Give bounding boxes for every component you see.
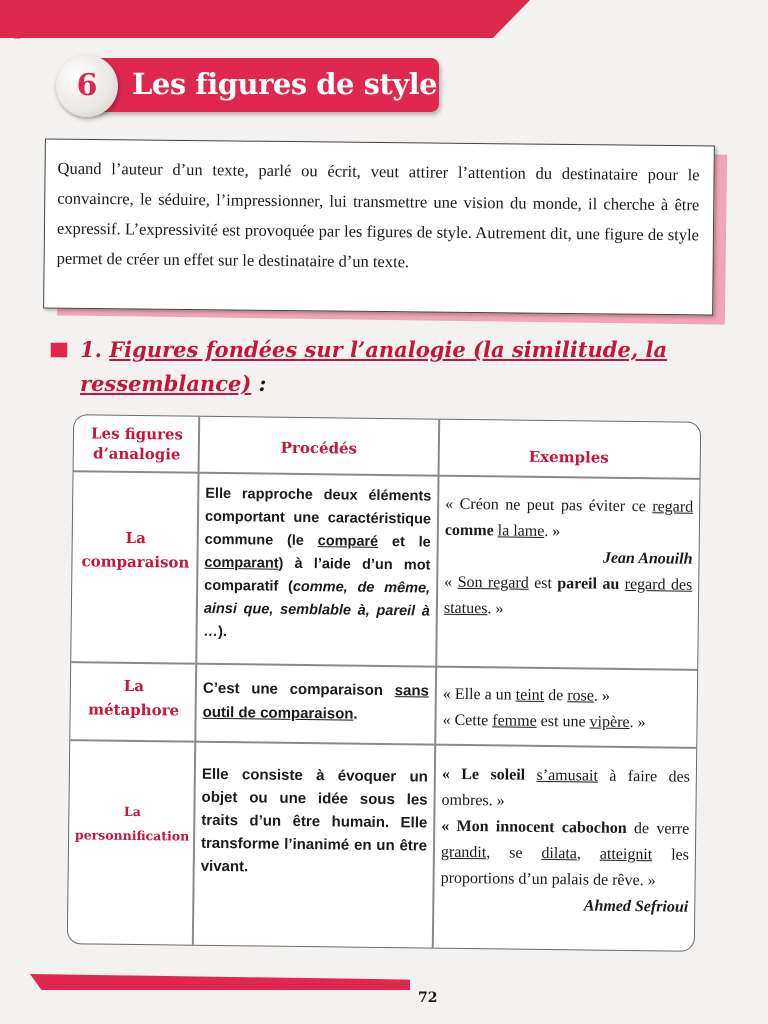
section-heading-colon: : [251,371,267,396]
exemple-subject: « Le soleil [441,765,526,784]
procede-text: ) à l’aide d’un mot comparatif ( [204,555,431,595]
table-row-divider [70,739,696,748]
procede-text: ). [218,623,228,641]
exemple-1 [443,682,691,711]
analogy-table [67,414,701,952]
exemple-compare: femme [492,712,537,730]
procede-keyword: comparé [317,533,379,550]
procede-metaphore [202,677,429,728]
corner-arrow-icon: ↘ [4,17,25,45]
exemple-verb: grandit [440,843,487,862]
exemple-verb: dilata [541,844,578,863]
exemple-outil: comme [444,521,494,540]
exemple-comparant: regard des statues [443,575,693,618]
table-row-divider [74,470,700,479]
exemple-compare: regard [652,498,694,516]
exemple-text: « Elle a un [442,685,516,704]
exemple-personnification [440,762,690,921]
exemple-compare: teint [515,686,545,704]
exemple-comparaison [444,492,694,625]
row-name-metaphore: La métaphore [88,676,180,720]
exemple-verb: atteignit [599,845,653,864]
procede-text: C’est une comparaison [202,679,395,700]
exemple-text: , se [486,844,542,862]
page-number: 72 [418,990,438,1006]
row-name-comparaison: La comparaison [81,528,190,572]
exemple-metaphore [442,682,691,737]
section-heading [80,333,680,401]
exemple-2 [444,570,693,625]
procede-comparaison [203,483,431,647]
exemple-text: . » [629,714,646,732]
exemple-text: de verre [626,819,690,838]
exemple-text: « Cette [442,711,493,730]
procede-text: Elle rapproche deux éléments comportant une caractéristique commune (le [204,485,432,550]
exemple-text: est [528,574,558,593]
exemple-text: . » [593,687,611,705]
header-procedes: Procédés [280,438,358,458]
chapter-title: Les figures de style [132,67,438,101]
exemple-compare: Son regard [457,573,529,592]
exemple-comparant: la lame [497,522,545,540]
header-figures: Les figures d’analogie [90,424,184,464]
exemple-text: « [444,573,458,591]
intro-text: Quand l’auteur d’un texte, parlé ou écrit, veut attirer l’attention du destinataire pour le convaincre, le séduire, l’impressionner, lui transmettre une vision du monde, il cherche à être expressif. L’expressivité est provoquée par les figures de style. Autrement dit, une figure de style permet de créer un effet sur le destinataire d’un texte. [56,158,700,272]
procede-keyword: comparant [204,554,279,572]
intro-box [43,138,715,315]
exemple-text: « Créon ne peut pas éviter ce [445,495,653,516]
author-anouilh: Jean Anouilh [602,549,693,568]
header-exemples: Exemples [528,447,609,467]
section-bullet-icon [50,342,68,358]
table-row-divider [71,661,697,670]
procede-keyword: sans outil de comparaison [202,682,430,723]
section-heading-text: Figures fondées sur l’analogie (la similitude, la ressemblance) [80,337,668,396]
procede-comparative-words: comme, de même, ainsi que, semblable à, pareil à … [203,578,431,640]
bottom-decorative-band [30,974,410,990]
row-name-personnification: La personnification [74,803,190,844]
exemple-text: à faire des ombres. » [441,767,691,810]
exemple-text [525,767,537,784]
procede-text: et le [378,533,431,551]
exemple-2 [440,814,689,895]
section-number: 1. [80,337,102,362]
procede-text: . [353,705,358,723]
exemple-text: , [576,845,600,863]
exemple-text: de [544,686,568,705]
author-sefrioui: Ahmed Sefrioui [583,897,689,916]
procede-personnification: Elle consiste à évoquer un objet ou une idée sous les traits d’un être humain. Elle transforme l’inanimé en un être vivant. [200,765,428,876]
table-column-divider [192,417,200,945]
exemple-1 [441,762,690,817]
top-decorative-band [0,0,530,38]
exemple-1 [445,492,694,547]
exemple-text: . » [487,600,504,618]
exemple-comparant: vipère [589,713,630,732]
exemple-comparant: rose [567,687,595,705]
exemple-text: est une [536,712,590,731]
exemple-text: les proportions d’un palais de rêve. » [440,846,690,890]
table-column-divider [432,420,440,948]
exemple-text: . » [544,522,561,541]
exemple-verb: s’amusait [536,766,599,785]
chapter-number: 6 [76,68,98,103]
exemple-outil: pareil au [557,575,620,593]
exemple-2 [442,708,690,737]
exemple-subject: « Mon innocent cabochon [441,817,627,837]
